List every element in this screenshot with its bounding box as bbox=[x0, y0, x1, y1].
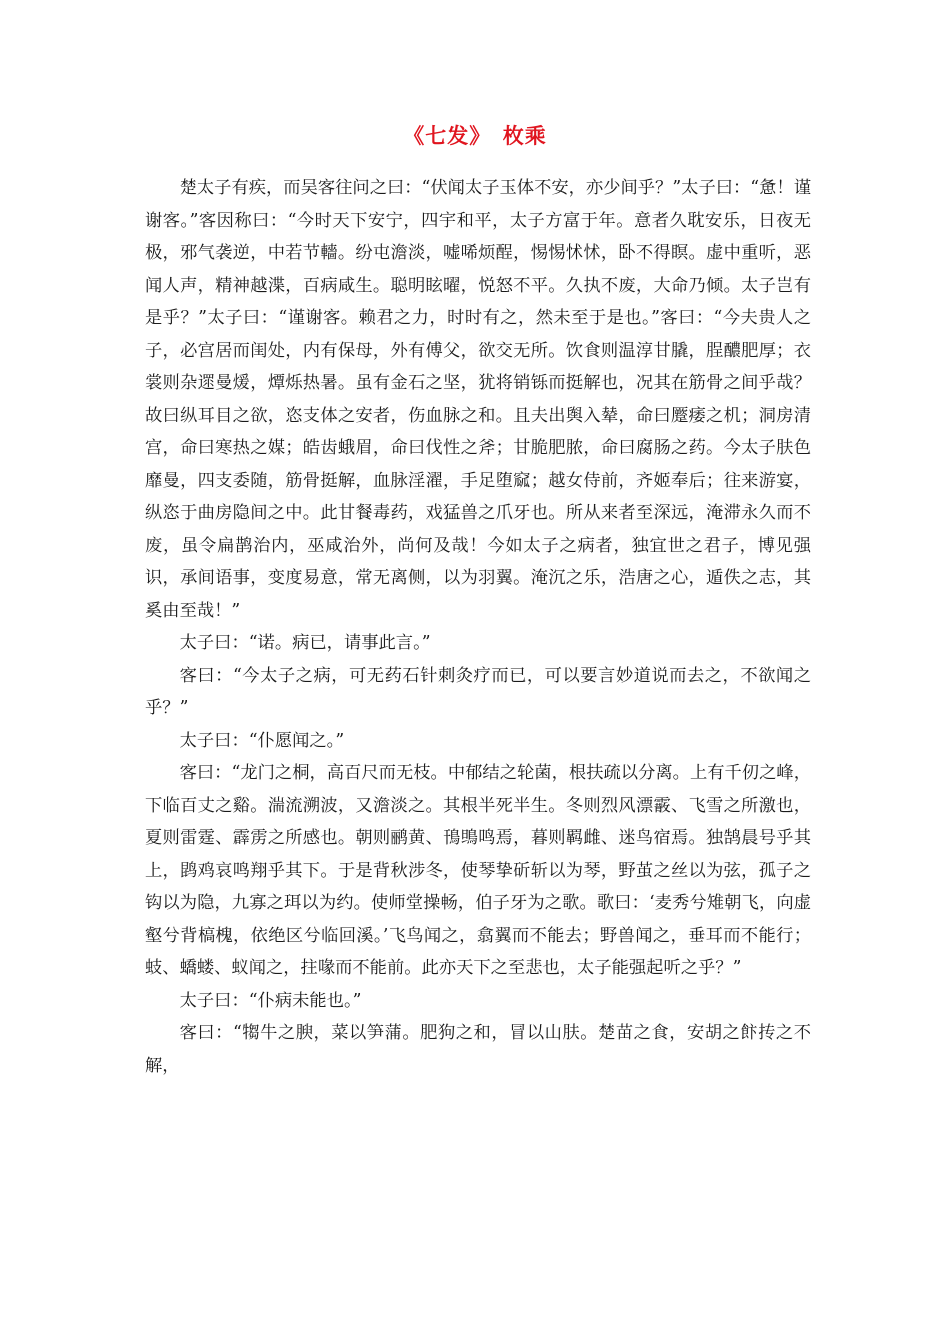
paragraph: 客曰：“今太子之病，可无药石针刺灸疗而已，可以要言妙道说而去之，不欲闻之乎？” bbox=[145, 665, 811, 718]
paragraph: 客曰：“犓牛之腴，菜以笋蒲。肥狗之和，冒以山肤。楚苗之食，安胡之飰抟之不解， bbox=[145, 1023, 811, 1076]
paragraph: 楚太子有疾，而吴客往问之曰：“伏闻太子玉体不安，亦少间乎？”太子曰：“惫！谨谢客。”客因称曰：“今时天下安宁，四宇和平，太子方富于年。意者久耽安乐，日夜无极，邪气袭逆，中若节轖。纷屯澹淡，嘘唏烦酲，惕惕怵怵，卧不得瞑。虚中重听，恶闻人声，精神越渫，百病咸生。聪明眩曜，悦怒不平。久执不废，大命乃倾。太子岂有是乎？”太子曰：“谨谢客。赖君之力，时时有之，然未至于是也。”客曰：“今夫贵人之子，必宫居而闺处，内有保母，外有傅父，欲交无所。饮食则温淳甘膬，脭醲肥厚；衣裳则杂遝曼煖，燂烁热暑。虽有金石之坚，犹将销铄而挺解也，况其在筋骨之间乎哉？故曰纵耳目之欲，恣支体之安者，伤血脉之和。且夫出舆入辇，命曰蹷痿之机；洞房清宫，命曰寒热之媒；皓齿蛾眉，命曰伐性之斧；甘脆肥脓，命曰腐肠之药。今太子肤色靡曼，四支委随，筋骨挺解，血脉淫濯，手足堕窳；越女侍前，齐姬奉后；往来游宴，纵恣于曲房隐间之中。此甘餐毒药，戏猛兽之爪牙也。所从来者至深远，淹滞永久而不废，虽令扁鹊治内，巫咸治外，尚何及哉！今如太子之病者，独宜世之君子，博见强识，承间语事，变度易意，常无离侧，以为羽翼。淹沉之乐，浩唐之心，遁佚之志，其奚由至哉！” bbox=[145, 178, 811, 621]
paragraph: 客曰：“龙门之桐，高百尺而无枝。中郁结之轮菌，根扶疏以分离。上有千仞之峰，下临百丈之谿。湍流溯波，又澹淡之。其根半死半生。冬则烈风漂霰、飞雪之所激也，夏则雷霆、霹雳之所感也。朝则鹂黄、鳱鴠鸣焉，暮则羁雌、迷鸟宿焉。独鹄晨号乎其上，鹍鸡哀鸣翔乎其下。于是背秋涉冬，使琴挚斫斩以为琴，野茧之丝以为弦，孤子之钩以为隐，九寡之珥以为约。使师堂操畅，伯子牙为之歌。歌曰：‘麦秀兮雉朝飞，向虚壑兮背槁槐，依绝区兮临回溪。’飞鸟闻之，翕翼而不能去；野兽闻之，垂耳而不能行；蚑、蟜蝼、蚁闻之，拄喙而不能前。此亦天下之至悲也，太子能强起听之乎？” bbox=[145, 763, 811, 978]
paragraph: 太子曰：“仆病未能也。” bbox=[179, 990, 362, 1011]
paragraph: 太子曰：“仆愿闻之。” bbox=[179, 730, 345, 751]
paragraph: 太子曰：“诺。病已，请事此言。” bbox=[179, 633, 431, 653]
document-title: 《七发》 枚乘 bbox=[403, 123, 547, 148]
document-body bbox=[145, 172, 811, 1082]
